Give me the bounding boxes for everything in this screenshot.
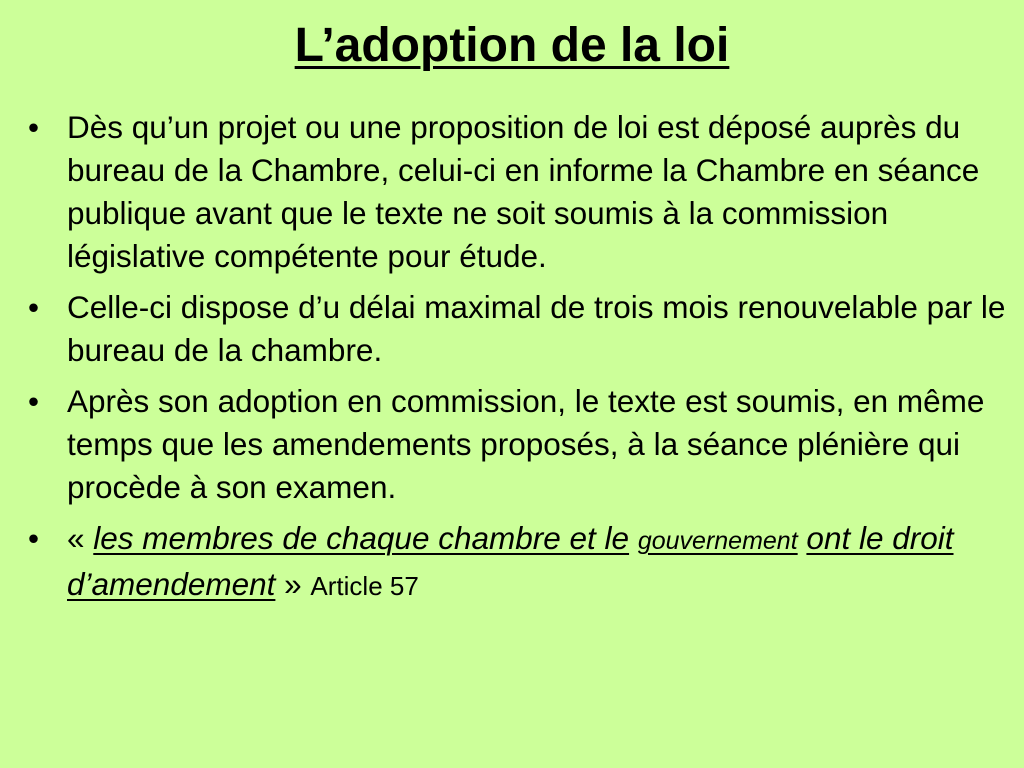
bullet-list (28, 106, 1018, 616)
quote-text-part1: les membres de chaque chambre et le (93, 520, 630, 556)
bullet-item (28, 286, 1018, 372)
bullet-item (28, 106, 1018, 278)
quote-text-part3: ont le droit d’amendement (67, 520, 954, 602)
quote-open-mark: « (67, 520, 94, 556)
bullet-dot-icon: • (28, 520, 40, 556)
slide-title (0, 18, 1024, 74)
quote-close-mark: » (275, 566, 311, 602)
quote-text-part2: gouvernement (637, 527, 798, 555)
bullet-item (28, 380, 1018, 509)
slide-title-text: L’adoption de la loi (294, 19, 730, 72)
bullet-text: Après son adoption en commission, le texte est soumis, en même temps que les amendements proposés, à la séance plénière qui procède à son examen. (67, 383, 985, 505)
bullet-item-quote (28, 517, 1018, 608)
bullet-dot-icon: • (28, 289, 40, 325)
bullet-dot-icon: • (28, 383, 40, 419)
bullet-dot-icon: • (28, 109, 40, 145)
bullet-text: Dès qu’un projet ou une proposition de loi est déposé auprès du bureau de la Chambre, celui-ci en informe la Chambre en séance publique avant que le texte ne soit soumis à la commission législative compétente pour étude. (67, 109, 980, 274)
bullet-text: Celle-ci dispose d’u délai maximal de trois mois renouvelable par le bureau de la chambre. (67, 289, 1006, 368)
article-reference: Article 57 (310, 571, 419, 601)
